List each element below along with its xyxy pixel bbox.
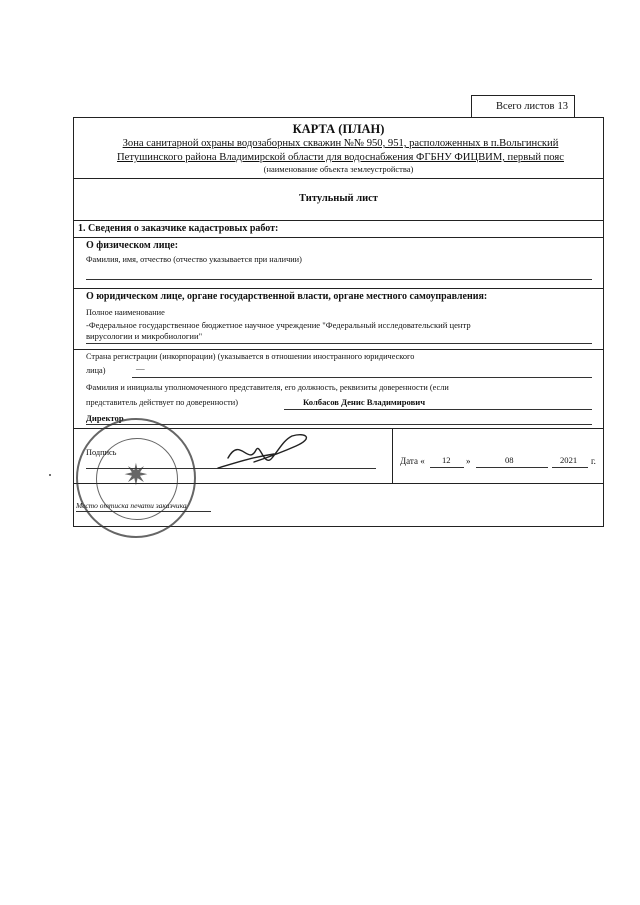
date-quote-close: »	[466, 456, 471, 466]
date-label: Дата «	[400, 456, 425, 466]
object-caption: (наименование объекта землеустройства)	[263, 164, 414, 174]
sheets-label: Всего листов	[495, 101, 555, 112]
date-year: 2021	[560, 455, 578, 465]
title-page-heading: Титульный лист	[299, 193, 378, 204]
section-1-heading: 1. Сведения о заказчике кадастровых работ:	[78, 223, 279, 234]
divider	[74, 349, 603, 350]
individual-name-field	[86, 279, 592, 280]
scan-speck	[49, 474, 51, 476]
sheets-count: 13	[557, 101, 568, 112]
document-title: КАРТА (ПЛАН)	[292, 122, 385, 136]
signature-label: Подпись	[86, 448, 117, 457]
date-year-field	[552, 467, 588, 468]
representative-name-field	[284, 409, 592, 410]
legal-full-name-field	[86, 343, 592, 344]
registration-label-line-2: лица)	[86, 366, 106, 375]
divider	[74, 288, 603, 289]
date-month: 08	[505, 455, 514, 465]
date-day-field	[430, 467, 464, 468]
representative-label-line-2: представитель действует по доверенности)	[86, 398, 239, 407]
document-subtitle	[88, 137, 593, 165]
individual-name-label: Фамилия, имя, отчество (отчество указывается при наличии)	[86, 255, 302, 264]
stamp-place-label: Место оттиска печати заказчика	[76, 501, 187, 510]
legal-entity-heading: О юридическом лице, органе государственной власти, органе местного самоуправления:	[86, 291, 488, 302]
divider	[74, 220, 603, 221]
subtitle-line-1: Зона санитарной охраны водозаборных скважин №№ 950, 951, расположенных в п.Вольгинский	[122, 138, 559, 149]
registration-field	[132, 377, 592, 378]
handwritten-signature	[188, 428, 318, 478]
legal-full-name-line-2: вирусологии и микробиологии"	[86, 331, 203, 341]
registration-label-line-1: Страна регистрации (инкорпорации) (указывается в отношении иностранного юридического	[86, 352, 415, 361]
representative-label-line-1: Фамилия и инициалы уполномоченного представителя, его должность, реквизиты доверенности (если	[86, 383, 449, 392]
divider-vertical	[392, 428, 393, 483]
registration-value: —	[136, 363, 145, 373]
date-month-field	[476, 467, 548, 468]
organization-seal	[76, 418, 196, 538]
individual-heading: О физическом лице:	[86, 240, 179, 251]
legal-full-name-line-1: -Федеральное государственное бюджетное научное учреждение "Федеральный исследовательский центр	[86, 320, 471, 330]
date-year-suffix: г.	[591, 456, 596, 466]
date-day: 12	[442, 455, 451, 465]
divider	[74, 237, 603, 238]
divider	[74, 178, 603, 179]
subtitle-line-2: Петушинского района Владимирской области для водоснабжения ФГБНУ ФИЦВИМ, первый пояс	[117, 152, 564, 163]
legal-full-name-label: Полное наименование	[86, 308, 165, 317]
sheet-count-box	[471, 95, 575, 117]
representative-position: Директор	[86, 413, 124, 423]
seal-emblem-icon: ✷	[123, 459, 149, 492]
representative-name: Колбасов Денис Владимирович	[303, 397, 426, 407]
